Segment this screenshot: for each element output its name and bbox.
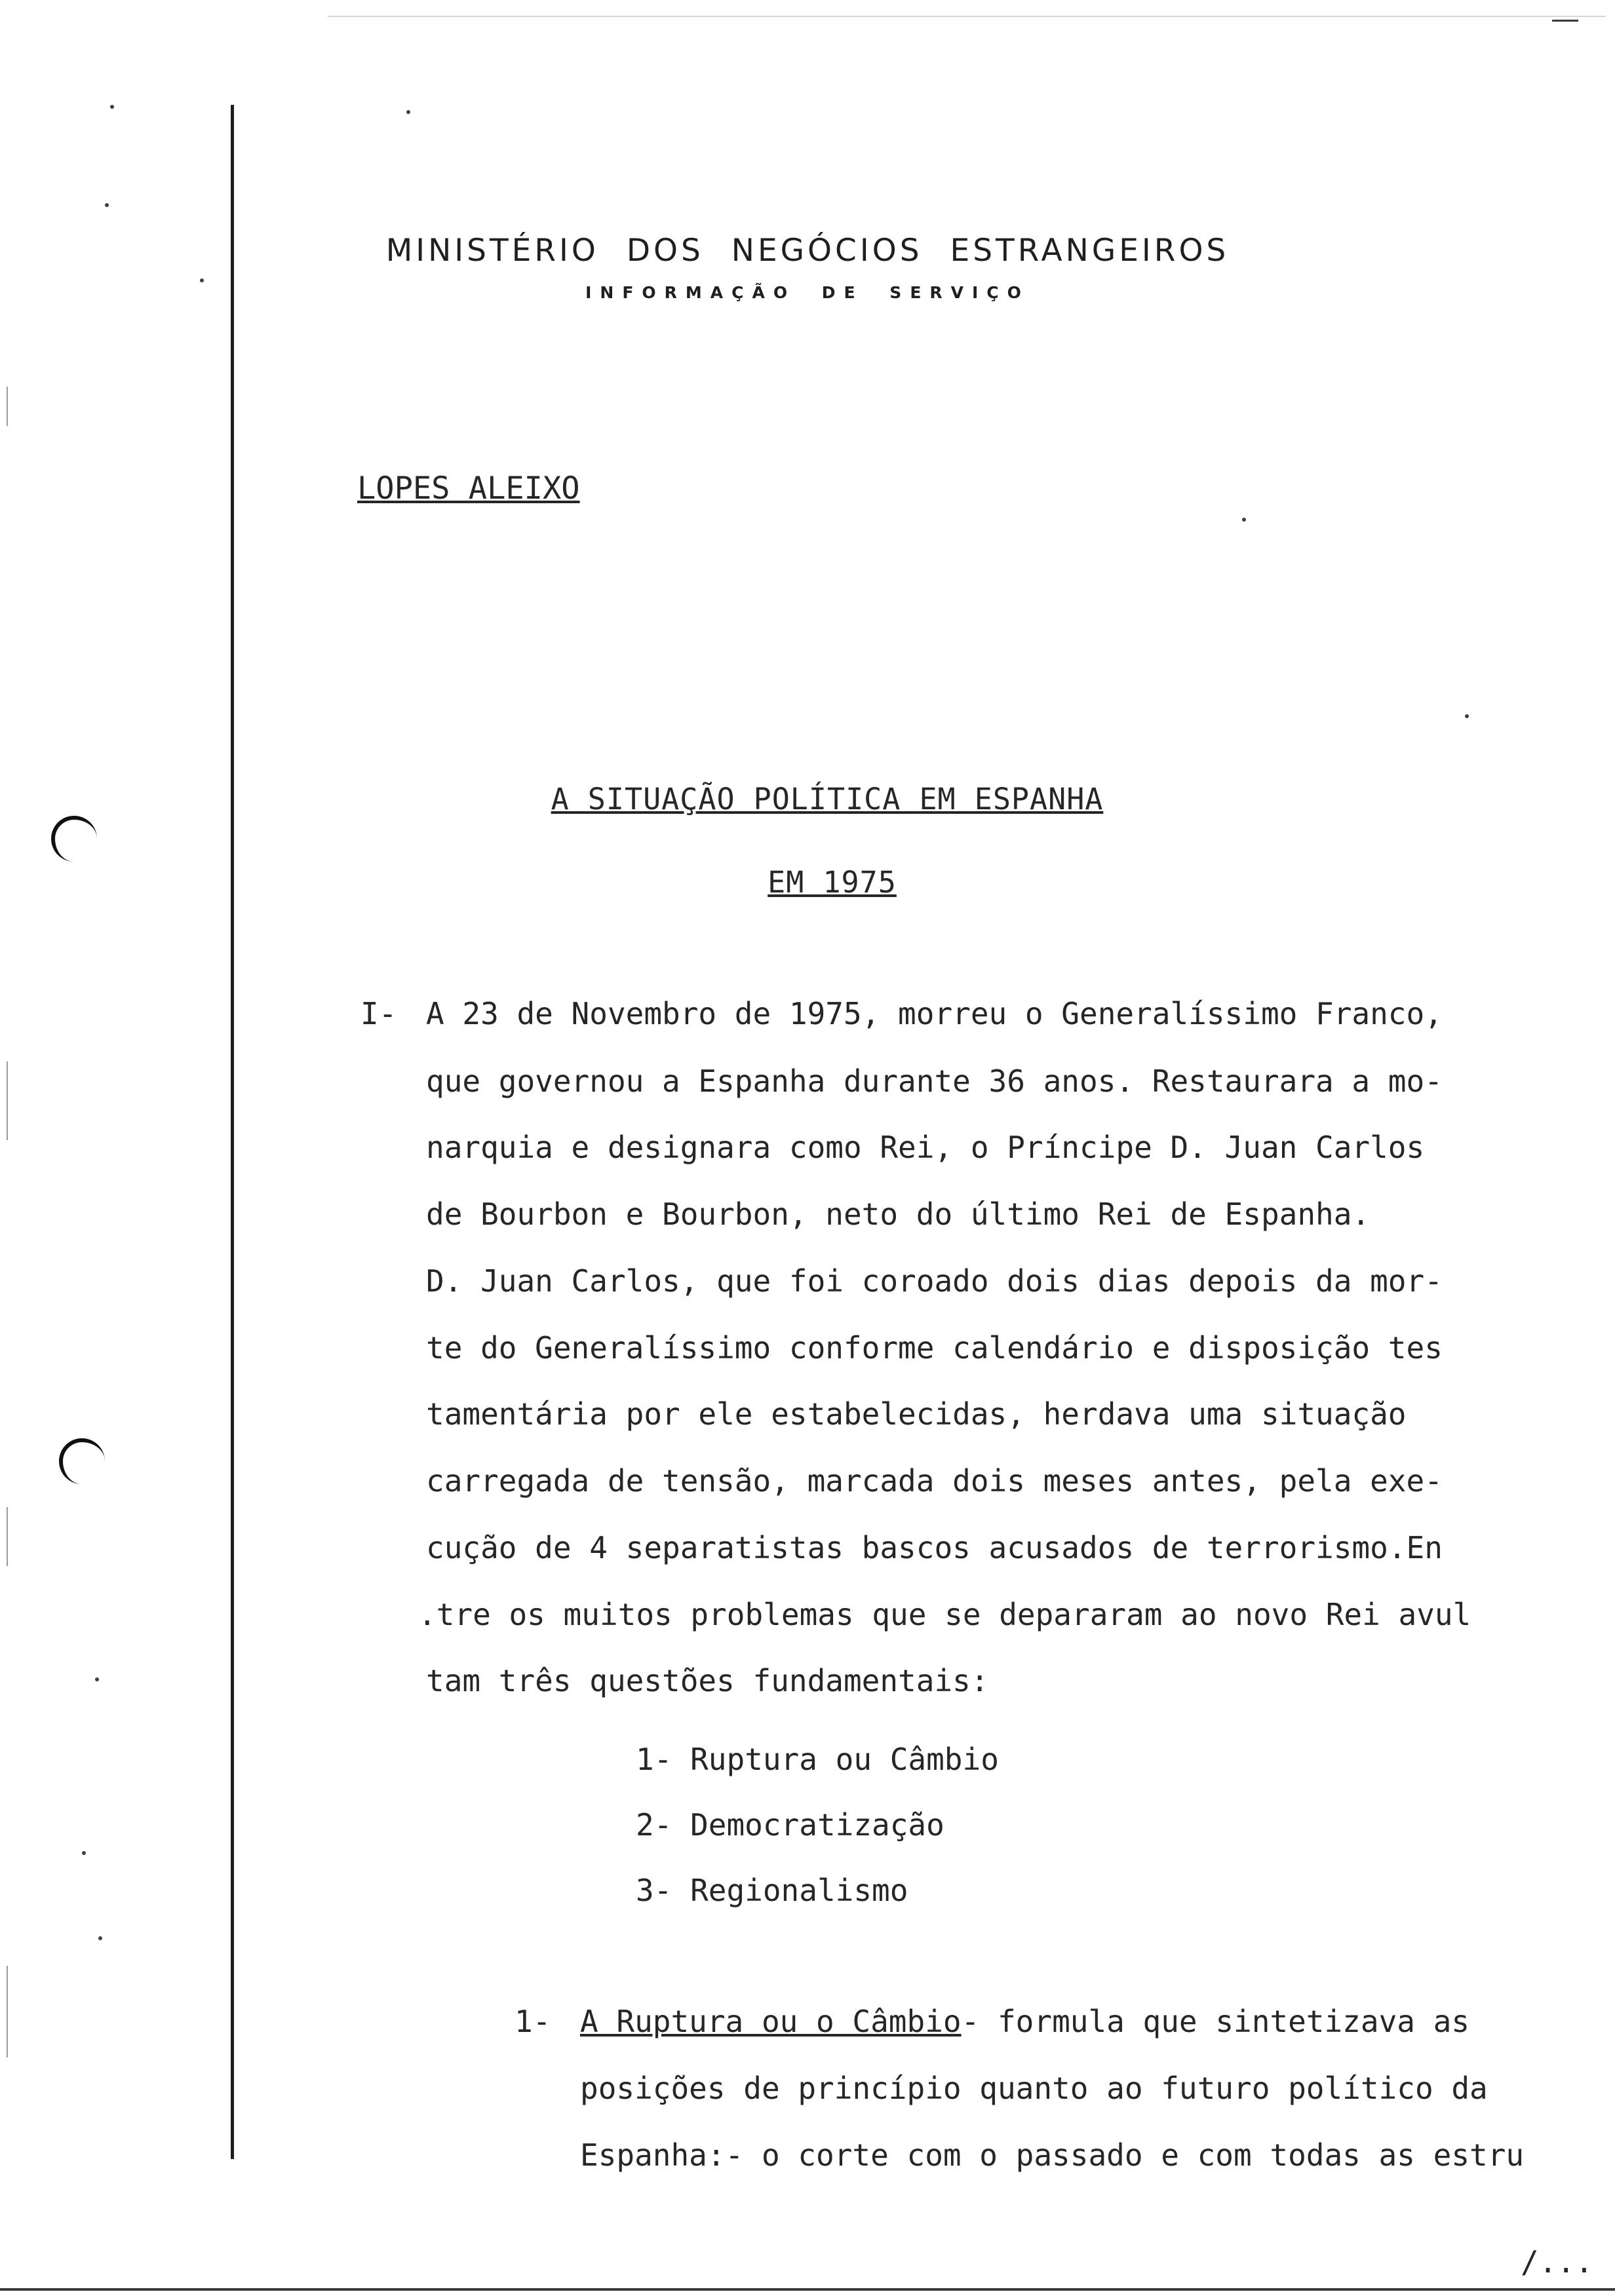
margin-rule — [231, 105, 234, 2159]
scan-speck — [98, 1936, 102, 1940]
continuation-mark: /... — [1521, 2244, 1593, 2280]
paragraph-line: de Bourbon e Bourbon, neto do último Rei de Espanha. — [426, 1196, 1371, 1232]
paragraph-line: cução de 4 separatistas bascos acusados de terrorismo.En — [426, 1530, 1443, 1565]
subsection-text: - formula que sintetizava as — [961, 2004, 1470, 2039]
scan-edge-mark — [7, 1966, 8, 2057]
scan-speck — [95, 1677, 99, 1681]
document-title: A SITUAÇÃO POLÍTICA EM ESPANHA — [551, 782, 1104, 816]
ministry-heading: MINISTÉRIO DOS NEGÓCIOS ESTRANGEIROS — [385, 233, 1230, 269]
scan-bottom-edge — [0, 2288, 1615, 2291]
scan-speck — [1465, 714, 1469, 718]
punch-hole-mark — [59, 1438, 105, 1484]
paragraph-line: tamentária por ele estabelecidas, herdava uma situação — [426, 1396, 1407, 1432]
subsection-line: posições de princípio quanto ao futuro político da — [580, 2071, 1488, 2106]
scan-speck — [200, 278, 204, 282]
scan-speck — [110, 105, 114, 109]
scan-edge-mark — [7, 1507, 8, 1566]
paragraph-line: tam três questões fundamentais: — [426, 1663, 989, 1698]
paragraph-line: narquia e designara como Rei, o Príncipe D. Juan Carlos — [426, 1130, 1425, 1165]
punch-hole-mark — [51, 816, 97, 862]
subsection-heading: A Ruptura ou o Câmbio — [580, 2004, 962, 2039]
paragraph-line: .tre os muitos problemas que se depararam ao novo Rei avul — [418, 1597, 1471, 1632]
list-item: 1- Ruptura ou Câmbio — [636, 1742, 999, 1777]
scan-speck — [1242, 518, 1246, 522]
list-item: 3- Regionalismo — [636, 1873, 908, 1908]
paragraph-line: A 23 de Novembro de 1975, morreu o Generalíssimo Franco, — [426, 996, 1443, 1031]
paragraph-line: te do Generalíssimo conforme calendário e disposição tes — [426, 1330, 1443, 1366]
scan-speck — [406, 110, 410, 114]
paragraph-line: D. Juan Carlos, que foi coroado dois dias depois da mor- — [426, 1263, 1443, 1299]
list-item: 2- Democratização — [636, 1807, 944, 1843]
subsection-number: 1- — [515, 2004, 551, 2039]
section-number: I- — [360, 996, 397, 1031]
subsection-line: Espanha:- o corte com o passado e com todas as estru — [580, 2137, 1525, 2173]
paragraph-line: que governou a Espanha durante 36 anos. Restaurara a mo- — [426, 1063, 1443, 1099]
document-title-year: EM 1975 — [768, 865, 897, 900]
scan-speck — [82, 1851, 86, 1855]
scan-speck — [105, 203, 109, 207]
scan-edge-mark — [7, 387, 8, 426]
service-subheading: INFORMAÇÃO DE SERVIÇO — [585, 283, 1030, 302]
scan-mark — [1552, 20, 1578, 22]
scan-edge-mark — [7, 1062, 8, 1140]
subsection-line — [580, 2004, 1469, 2039]
author-name: LOPES ALEIXO — [357, 470, 580, 507]
paragraph-line: carregada de tensão, marcada dois meses antes, pela exe- — [426, 1463, 1443, 1499]
scan-top-edge — [328, 16, 1606, 17]
